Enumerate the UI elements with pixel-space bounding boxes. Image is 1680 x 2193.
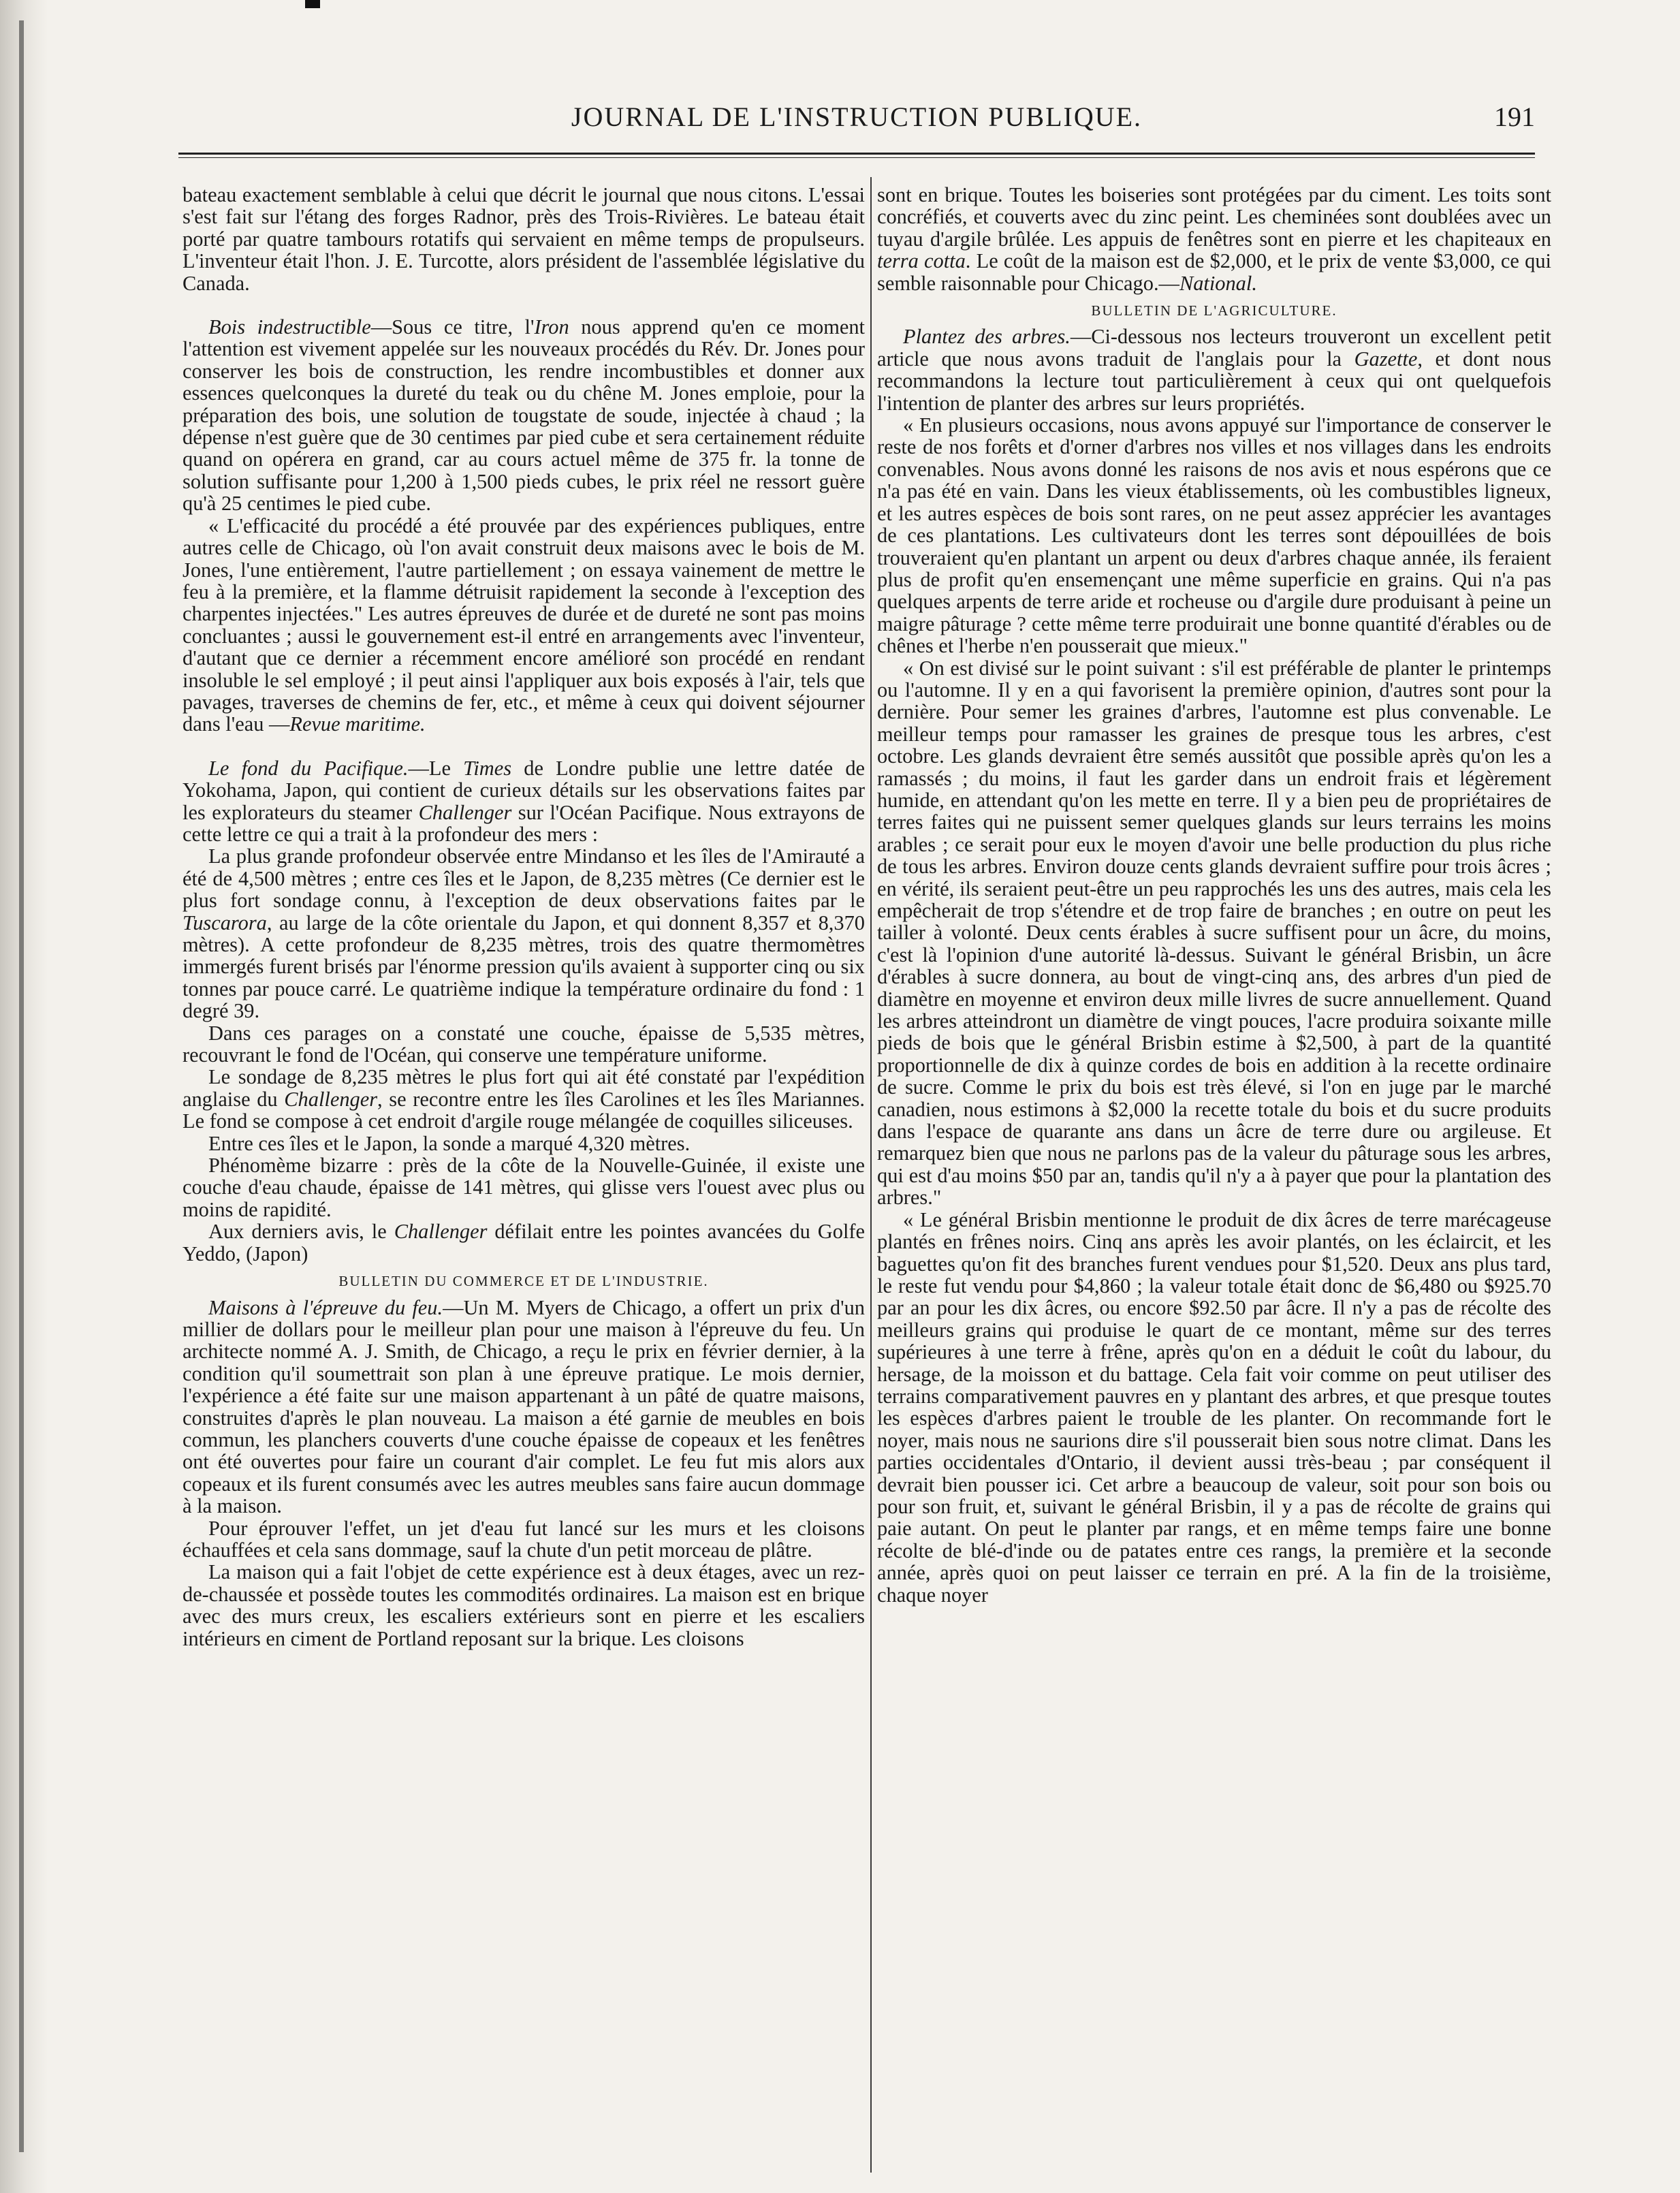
paragraph-bateau: bateau exactement semblable à celui que décrit le journal que nous citons. L'essai s'est fait sur l'étang des forges Radnor, près des Trois-Rivières. Le bateau était porté par quatre tambours rotatifs qui servaient en même temps de propulseurs. L'inventeur était l'hon. J. E. Turcotte, alors président de l'assemblée législative du Canada. <box>183 183 865 295</box>
plus-grande-text-a: La plus grande profondeur observée entre Mindanso et les îles de l'Amirauté a été de 4,500 mètres ; entre ces îles et le Japon, de 8,235 mètres (Ce dernier est le plus fort sondage connu, à l'exception de deux observations faites par le <box>183 845 865 913</box>
running-head <box>178 101 1535 142</box>
bois-source: Iron <box>534 315 569 339</box>
header-rule <box>178 153 1535 158</box>
pacifique-ship: Challenger <box>418 800 512 824</box>
top-scan-mark <box>305 0 320 8</box>
plantez-title: Plantez des arbres. <box>903 325 1071 349</box>
bois-text: nous apprend qu'en ce moment l'attention est vivement appelée sur les nouveaux procédés du Rév. Dr. Jones pour conserver les bois de construction, les rendre incombustibles et donner aux essences quelconques la dureté du teak ou du chêne M. Jones emploie, pour la préparation des bois, une solution de tougstate de soude, injectée à chaud ; la dépense n'est guère que de 30 centimes par pied cube et sera certainement réduite quand on opérera en grand, car au cours actuel même de 375 fr. la tonne de solution suffisante pour 1,200 à 1,500 pieds cubes, le prix réel ne ressort guère qu'à 25 centimes le pied cube. <box>183 315 865 516</box>
paragraph-plantez <box>877 326 1551 414</box>
derniers-ship: Challenger <box>394 1220 488 1244</box>
pacifique-text-b: de Londre publie une lettre datée de Yokohama, Japon, qui contient de curieux détails sur les observations faites par les explorateurs du steamer <box>183 756 865 824</box>
derniers-text-a: Aux derniers avis, le <box>208 1220 394 1244</box>
section-heading-commerce: BULLETIN DU COMMERCE ET DE L'INDUSTRIE. <box>338 1273 709 1290</box>
paragraph-eprouver: Pour éprouver l'effet, un jet d'eau fut lancé sur les murs et les cloisons échauffées et cela sans dommage, sauf la chute d'un petit morceau de plâtre. <box>183 1516 865 1562</box>
right-column <box>877 184 1551 1606</box>
page-binding-edge <box>0 0 48 2193</box>
bois-lead: —Sous ce titre, l' <box>370 315 535 339</box>
paragraph-iles: Entre ces îles et le Japon, la sonde a marqué 4,320 mètres. <box>208 1131 691 1155</box>
paragraph-maison-objet: La maison qui a fait l'objet de cette expérience est à deux étages, avec un rez-de-chaussée et possède toutes les commodités ordinaires. La maison est en brique avec des murs creux, les escaliers extérieurs sont en pierre et les escaliers intérieurs en ciment de Portland reposant sur la brique. Les cloisons <box>183 1560 865 1650</box>
pacifique-text-c: sur l'Océan Pacifique. Nous extrayons de cette lettre ce qui a trait à la profondeur des mers : <box>183 800 865 846</box>
paragraph-derniers-avis <box>183 1220 865 1265</box>
paragraph-sondage <box>183 1066 865 1132</box>
suite-text-b: . Le coût de la maison est de $2,000, et le prix de vente $3,000, ce qui semble raisonnable pour Chicago.— <box>877 249 1551 295</box>
sondage-ship: Challenger <box>284 1087 378 1111</box>
paragraph-pacifique <box>183 757 865 846</box>
plantez-text-b: , et dont nous recommandons la lecture tout particulièrement à ceux qui ont quelquefois l'intention de planter des arbres sur leurs propriétés. <box>877 347 1551 415</box>
paragraph-phenomene: Phénomème bizarre : près de la côte de la Nouvelle-Guinée, il existe une couche d'eau chaude, épaisse de 141 mètres, qui glisse vers l'ouest avec plus ou moins de rapidité. <box>183 1154 865 1221</box>
paragraph-parages: Dans ces parages on a constaté une couche, épaisse de 5,535 mètres, recouvrant le fond de l'Océan, qui conserve une température uniforme. <box>183 1021 865 1067</box>
maisons-text: —Un M. Myers de Chicago, a offert un prix d'un millier de dollars pour le meilleur plan pour une maison à l'épreuve du feu. Un architecte nommé A. J. Smith, de Chicago, a reçu le prix en février dernier, à la condition qu'il soumettrait son plan à une épreuve pratique. Le mois dernier, l'expérience a été faite sur une maison appartenant à un pâté de quatre maisons, construites d'après le plan nouveau. La maison a été garnie de meubles en bois commun, les planchers couverts d'une couche épaisse de copeaux et les fenêtres ont été ouvertes pour faire un courant d'air complet. Le feu fut mis alors aux copeaux et ils furent consumés avec les autres meubles sans faire aucun dommage à la maison. <box>183 1295 865 1518</box>
left-column <box>183 184 865 1650</box>
sondage-text-a: Le sondage de 8,235 mètres le plus fort qui ait été constaté par l'expédition anglaise du <box>183 1065 865 1111</box>
maisons-title: Maisons à l'épreuve du feu. <box>208 1295 443 1319</box>
pacifique-title: Le fond du Pacifique. <box>208 756 409 780</box>
pacifique-times: Times <box>463 756 512 780</box>
journal-title: JOURNAL DE L'INSTRUCTION PUBLIQUE. <box>571 101 1143 132</box>
page-number: 191 <box>1494 101 1535 132</box>
plantez-gazette: Gazette <box>1354 347 1418 370</box>
paragraph-maison-suite <box>877 184 1551 294</box>
sondage-text-b: , se recontre entre les îles Carolines et les îles Mariannes. Le fond se compose à cet endroit d'argile rouge mélangée de coquilles siliceuses. <box>183 1087 865 1133</box>
plus-grande-text-b: , au large de la côte orientale du Japon, et qui donnent 8,357 et 8,370 mètres). A cette profondeur de 8,235 mètres, trois des quatre thermomètres immergés furent brisés par l'énorme pression qu'ils avaient à supporter cinq ou six tonnes par pouce carré. Le quatrième indique la température ordinaire du fond : 1 degré 39. <box>183 911 865 1023</box>
paragraph-plus-grande-profondeur <box>183 845 865 1022</box>
paragraph-bois-indestructible <box>183 316 865 515</box>
binding-shadow-line <box>19 20 24 2152</box>
column-divider <box>870 177 872 2173</box>
suite-text-a: sont en brique. Toutes les boiseries sont protégées par du ciment. Les toits sont concréfiés, et couverts avec du zinc peint. Les cheminées sont doublées avec un tuyau d'argile brûlée. Les appuis de fenêtres sont en pierre et les chapiteaux en <box>877 183 1551 251</box>
plantez-text-a: —Ci-dessous nos lecteurs trouveront un excellent petit article que nous avons traduit de l'anglais pour la <box>877 325 1551 370</box>
paragraph-efficacite <box>183 515 865 736</box>
section-heading-agriculture: BULLETIN DE L'AGRICULTURE. <box>1091 302 1337 319</box>
bois-title: Bois indestructible <box>208 315 371 339</box>
pacifique-text-a: —Le <box>408 756 464 780</box>
suite-terra-cotta: terra cotta <box>877 249 966 273</box>
derniers-text-b: défilait entre les pointes avancées du Golfe Yeddo, (Japon) <box>183 1220 865 1265</box>
paragraph-occasions: « En plusieurs occasions, nous avons appuyé sur l'importance de conserver le reste de nos forêts et d'orner d'arbres nos villes et nos villages dans les endroits convenables. Nous avons donné les raisons de nos avis et nous espérons que ce n'a pas été en vain. Dans les vieux établissements, où les combustibles ligneux, et les autres espèces de bois sont rares, on ne peut assez apprécier les avantages de ces plantations. Les cultivateurs dont les terres sont dépouillées de bois trouveraient qu'en plantant un arpent ou deux d'arbres chaque année, ils feraient plus de profit qu'en ensemençant une même superficie en grains. Qui n'a pas quelques arpents de terre aride et rocheuse ou d'argile dure produisant à peine un maigre pâturage ? cette même terre produirait une bonne quantité d'érables ou de chênes et l'herbe n'en pousserait que mieux." <box>877 413 1551 658</box>
paragraph-brisbin: « Le général Brisbin mentionne le produit de dix âcres de terre marécageuse plantés en frênes noirs. Cinq ans après les avoir plantés, on les éclaircit, et les baguettes qu'on fit des branches furent vendues pour $1,520. Deux ans plus tard, le reste fut vendu pour $4,860 ; la valeur totale était donc de $6,480 ou $925.70 par an pour les dix âcres, ou encore $92.50 par âcre. Il n'y a pas de récolte des meilleurs grains qui produise le quart de ce montant, même sur des terres supérieures à une terre à frêne, après qu'on en a déduit le coût du labour, du hersage, de la moisson et du battage. Cela fait voir comme on peut utiliser des terrains comparativement pauvres en y plantant des arbres, et que presque toutes les espèces d'arbres paient le trouble de les planter. On recommande fort le noyer, mais nous ne saurions dire s'il pousserait bien sous notre climat. Dans les parties occidentales d'Ontario, il devient aussi très-beau ; par conséquent il devrait bien pousser ici. Cet arbre a beaucoup de valeur, soit pour son bois ou pour son fruit, et, suivant le général Brisbin, il y a pas de récolte de grains qui paie autant. On peut le planter par rangs, et en même temps faire une bonne récolte de blé-d'inde ou de patates entre ces rangs, la première et la seconde année, après quoi on peut laisser ce terrain en pré. A la fin de la troisième, chaque noyer <box>877 1208 1551 1607</box>
efficacite-text: « L'efficacité du procédé a été prouvée par des expériences publiques, entre autres celle de Chicago, où l'on avait construit deux maisons avec le bois de M. Jones, l'une entièrement, l'autre partiellement ; on essaya vainement de mettre le feu à la première, et la flamme détruisit rapidement la seconde à l'exception des charpentes injectées." Les autres épreuves de durée et de dureté ne sont pas moins concluantes ; aussi le gouvernement est-il entré en arrangements avec l'inventeur, d'autant que ce dernier a récemment encore amélioré son procédé en rendant insoluble le sel employé ; il peut ainsi l'appliquer aux bois exposés à l'air, tels que pavages, traverses de chemins de fer, etc., et même à ceux qui doivent séjourner dans l'eau — <box>183 514 865 736</box>
efficacite-source: Revue maritime. <box>289 712 426 736</box>
paragraph-maisons <box>183 1297 865 1517</box>
paragraph-divise: « On est divisé sur le point suivant : s'il est préférable de planter le printemps ou l'automne. Il y en a qui favorisent la première opinion, d'autres sont pour la dernière. Pour semer les graines d'arbres, l'automne est plus convenable. Le meilleur temps pour ramasser les graines de presque tous les arbres, c'est octobre. Les glands devraient être semés aussitôt que possible après qu'on les a ramassés ; du moins, il faut les garder dans un endroit frais et légèrement humide, en attendant qu'on les mette en terre. Il y a bien peu de propriétaires de terres faites qui ne puissent semer quelques glands sur leurs terrains les moins arables ; ce serait pour eux le moyen d'avoir une belle production du plus riche de tous les arbres. Environ douze cents glands devraient suffire pour trois âcres ; en vérité, ils seraient peut-être un peu rapprochés les uns des autres, mais cela les empêcherait de trop s'étendre et de trop faire de branches ; en outre on peut les tailler à volonté. Deux cents érables à sucre suffisent pour un âcre, du moins, c'est là l'opinion d'une autorité là-dessus. Suivant le général Brisbin, un âcre d'érables à sucre donnera, au bout de vingt-cinq ans, des arbres d'un pied de diamètre en moyenne et environ deux mille livres de sucre annuellement. Quand les arbres atteindront un diamètre de vingt pouces, l'acre produira soixante mille pieds de bois que le général Brisbin estime à $2,500, à part de la quantité proportionnelle de dix à quinze cordes de bois en addition à la recette ordinaire de sucre. Comme le prix du bois est très élevé, si l'on en juge par le marché canadien, nous estimons à $2,000 la recette totale du bois et du sucre produits dans l'espace de quarante ans dans un âcre de terre dure ou argileuse. Et remarquez bien que nous ne parlons pas de la valeur du pâturage sous les arbres, qui est d'au moins $50 par an, tandis qu'il n'y a à payer que pour la plantation des arbres." <box>877 656 1551 1210</box>
suite-source: National. <box>1179 271 1257 295</box>
plus-grande-ship: Tuscarora <box>183 911 267 934</box>
